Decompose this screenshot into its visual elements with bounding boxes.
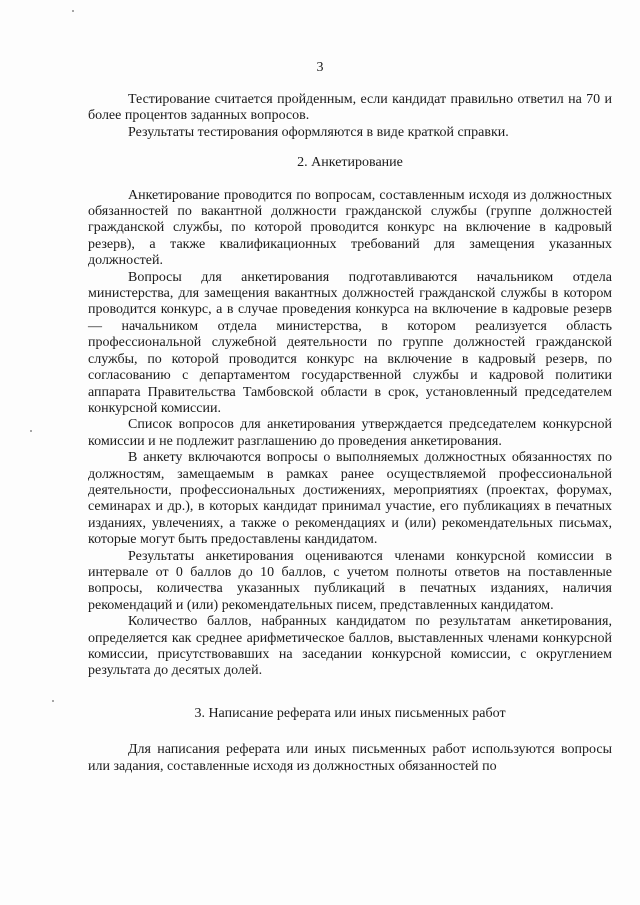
section-3-heading: 3. Написание реферата или иных письменных работ: [194, 705, 506, 721]
page-number: 3: [316, 60, 324, 75]
paragraph-intro-2: Результаты тестирования оформляются в виде краткой справки.: [128, 124, 509, 140]
scan-artifact: [52, 700, 54, 702]
section-3-paragraph-1: Для написания реферата или иных письменных работ используются вопросы или задания, составленные исходя из должностных обязанностей по: [88, 742, 612, 774]
section-2-paragraph-3: Список вопросов для анкетирования утверждается председателем конкурсной комиссии и не подлежит разглашению до проведения анкетирования.: [88, 417, 612, 449]
section-2-paragraph-2: Вопросы для анкетирования подготавливаются начальником отдела министерства, для замещения вакантных должностей гражданской службы в котором проводится конкурс, а в случае проведения конкурса на включение в кадровые резерв — начальником отдела министерства, в котором реализуется область профессиональной служебной деятельности по группе должностей гражданской службы, по которой проводится конкурс на включение в кадровый резерв, по согласованию с департаментом государственной службы и кадровой политики аппарата Правительства Тамбовской области в срок, установленный председателем конкурсной комиссии.: [88, 269, 612, 416]
section-2-heading: 2. Анкетирование: [297, 155, 403, 171]
section-2-paragraph-6: Количество баллов, набранных кандидатом по результатам анкетирования, определяется как среднее арифметическое баллов, выставленных членами конкурсной комиссии, присутствовавших на заседании конкурсной комиссии, с округлением результата до десятых долей.: [88, 614, 612, 679]
paragraph-intro-1: Тестирование считается пройденным, если кандидат правильно ответил на 70 и более процентов заданных вопросов.: [88, 92, 612, 124]
document-body: [88, 92, 612, 775]
section-2-paragraph-1: Анкетирование проводится по вопросам, составленным исходя из должностных обязанностей по вакантной должности гражданской службы (группе должностей гражданской службы, по которой проводится конкурс на включение в кадровый резерв), а также квалификационных требований для замещения указанных должностей.: [88, 187, 612, 269]
scan-artifact: [72, 10, 74, 12]
section-2-paragraph-4: В анкету включаются вопросы о выполняемых должностных обязанностях по должностям, замещаемым в рамках ранее осуществляемой профессиональной деятельности, профессиональных достижениях, мероприятиях (проектах, форумах, семинарах и др.), в которых кандидат принимал участие, его публикациях в печатных изданиях, увлечениях, а также о рекомендациях и (или) рекомендательных письмах, которые могут быть предоставлены кандидатом.: [88, 450, 612, 548]
section-2-paragraph-5: Результаты анкетирования оцениваются членами конкурсной комиссии в интервале от 0 баллов до 10 баллов, с учетом полноты ответов на поставленные вопросы, количества указанных публикаций в печатных изданиях, наличия рекомендаций и (или) рекомендательных писем, представленных кандидатом.: [88, 548, 612, 613]
scan-artifact: [30, 430, 32, 432]
